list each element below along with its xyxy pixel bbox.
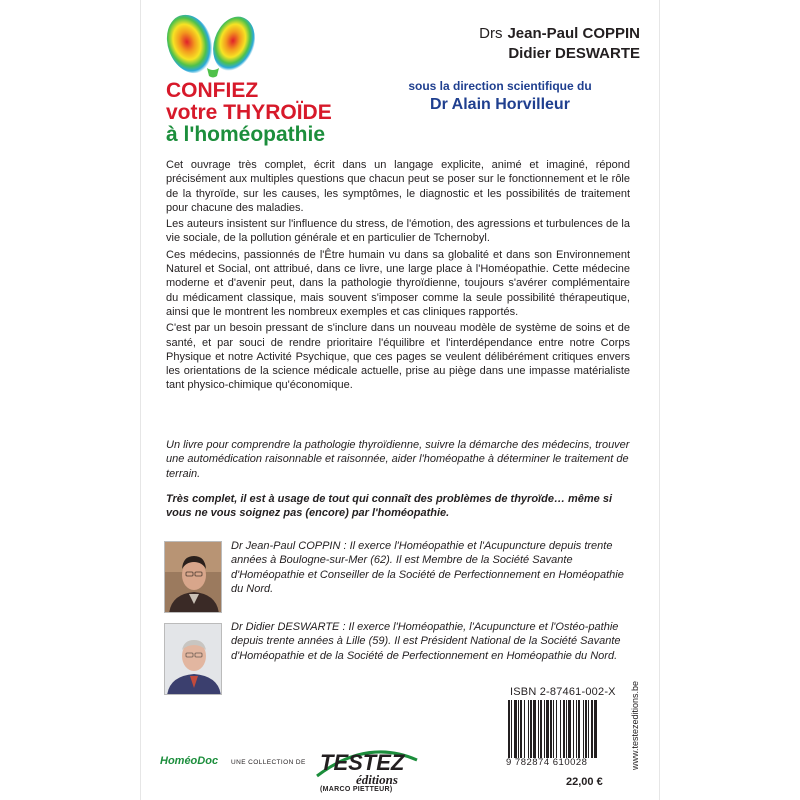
author-1-photo: [164, 541, 222, 613]
description-text: [166, 158, 630, 395]
author-line-1: [400, 24, 640, 44]
author-1-name: Jean-Paul COPPIN: [507, 25, 640, 42]
collection-label: UNE COLLECTION DE: [231, 759, 306, 766]
author-2-name: Didier DESWARTE: [508, 45, 640, 62]
summary-italic: Un livre pour comprendre la pathologie thyroïdienne, suivre la démarche des médecins, trouver une automédication raisonnable et raisonnée, aider l'homéopathe à déterminer le traitement de terrain.: [166, 439, 630, 480]
description-paragraph-1: Cet ouvrage très complet, écrit dans un langage explicite, animé et imaginé, répond précisément aux multiples questions que chacun peut se poser sur le fonctionnement et le rôle de la thyroïde, sur les causes, les symptômes, le diagnostic et les possibilités de traitement pour chacune des maladies.: [166, 159, 630, 214]
isbn-label: ISBN 2-87461-002-X: [510, 686, 616, 698]
authors-prefix: Drs: [479, 25, 503, 42]
title-word-thyroide: THYROÏDE: [223, 101, 332, 124]
authors-block: [400, 24, 640, 64]
title-line-2: [166, 102, 332, 124]
homeodoc-logo: HoméoDoc: [160, 755, 219, 767]
description-paragraph-3: Ces médecins, passionnés de l'Être humain vu dans sa globalité et dans son Environnement Naturel et Social, ont attribué, dans ce livre, une large place à l'Homéopathie. Cette médecine moderne et d'avenir peut, dans la pathologie thyroïdienne, toujours s'avérer complémentaire du médicament classique, mais souvent s'imposer comme la seule possibilité thérapeutique, ainsi que le montrent les nombreux exemples et cas cliniques rapportés.: [166, 248, 630, 318]
testez-text: TESTEZ: [320, 750, 405, 775]
author-1-bio: Dr Jean-Paul COPPIN : Il exerce l'Homéopathie et l'Acupuncture depuis trente années à Boulogne-sur-Mer (62). Il est Membre de la Société Savante d'Homéopathie et Conseiller de la Société de Perfectionnement en Homéopathie du Nord.: [231, 540, 624, 595]
director-name: Dr Alain Horvilleur: [430, 96, 570, 113]
title-line-3: à l'homéopathie: [166, 123, 326, 146]
barcode-icon: [506, 700, 624, 758]
summary-bold-italic: Très complet, il est à usage de tout qui connaît des problèmes de thyroïde… même si vous ne vous soignez pas (encore) par l'homéopathie.: [166, 493, 613, 520]
barcode-number: 9 782874 610028: [506, 757, 588, 768]
cover-edge-left: [140, 0, 141, 800]
book-title: [166, 80, 332, 146]
scientific-direction: [380, 79, 620, 116]
cover-edge-right: [659, 0, 660, 800]
direction-label: sous la direction scientifique du: [408, 79, 592, 93]
description-paragraph-2: Les auteurs insistent sur l'influence du stress, de l'émotion, des agressions et turbulences de la vie sociale, de la pollution générale et en particulier de Tchernobyl.: [166, 218, 630, 245]
title-line-1: CONFIEZ: [166, 79, 259, 102]
editions-text: éditions: [356, 772, 398, 787]
testez-editions-logo: [312, 740, 422, 790]
website-url: www.testezeditions.be: [630, 680, 640, 770]
title-word-votre: votre: [166, 101, 218, 124]
price-label: 22,00 €: [566, 776, 603, 788]
description-paragraph-4: C'est par un besoin pressant de s'inclure dans un nouveau modèle de système de soins et de santé, et par souci de rendre prioritaire l'équilibre et l'interdépendance entre notre Corps Physique et notre Activité Psychique, que ces pages se veulent délibérément critiques envers les orientations de la science médicale actuelle, prise au piège dans une impasse matérialiste tant physico-chimique qu'économique.: [166, 322, 630, 392]
author-2-photo: [164, 623, 222, 695]
marco-pietteur-label: (MARCO PIETTEUR): [320, 786, 393, 793]
author-2-bio: Dr Didier DESWARTE : Il exerce l'Homéopathie, l'Acupuncture et l'Ostéo-pathie depuis trente années à Lille (59). Il est Président National de la Société Savante d'Homéopathie et de la Société de Perfectionnement en Homéopathie du Nord.: [231, 621, 621, 662]
